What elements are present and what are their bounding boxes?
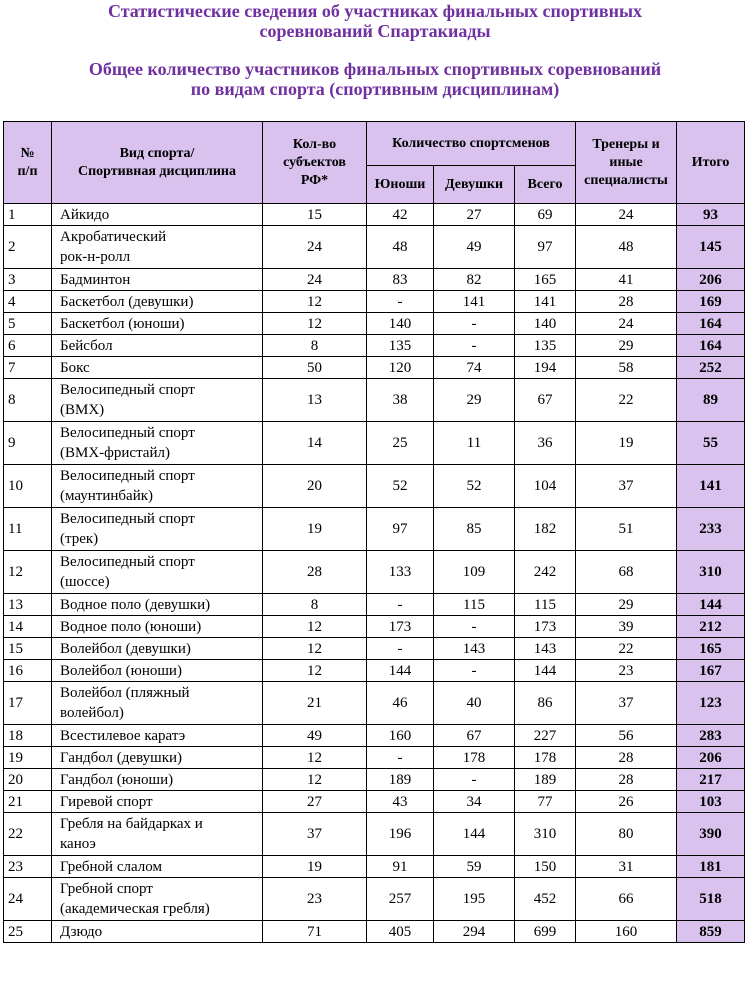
row-num: 13: [4, 594, 52, 616]
row-coaches: 22: [576, 379, 677, 422]
row-sport: [52, 379, 263, 422]
row-coaches: 48: [576, 226, 677, 269]
row-coaches: 28: [576, 291, 677, 313]
row-num: 19: [4, 747, 52, 769]
table-row: [4, 638, 745, 660]
row-subjects: 13: [263, 379, 367, 422]
page-title-line: Статистические сведения об участниках финальных спортивных: [107, 1, 643, 21]
row-boys: 42: [367, 204, 434, 226]
table-row: [4, 725, 745, 747]
row-girls: 59: [434, 856, 515, 878]
row-total: 206: [677, 747, 745, 769]
row-total: 859: [677, 921, 745, 943]
participants-table: [3, 121, 745, 943]
row-num: 22: [4, 813, 52, 856]
row-total: 145: [677, 226, 745, 269]
row-coaches: 29: [576, 335, 677, 357]
row-sport-line: Велосипедный спорт: [60, 425, 195, 441]
row-girls: -: [434, 769, 515, 791]
row-girls: -: [434, 335, 515, 357]
row-sport-line: Всестилевое каратэ: [60, 727, 186, 744]
row-subjects: 21: [263, 682, 367, 725]
row-num: 3: [4, 269, 52, 291]
table-row: [4, 422, 745, 465]
row-coaches: 24: [576, 313, 677, 335]
row-total: 518: [677, 878, 745, 921]
row-total: 217: [677, 769, 745, 791]
row-all: 194: [515, 357, 576, 379]
row-sport-line: Волейбол (юноши): [60, 662, 182, 679]
row-sport-line: волейбол): [60, 705, 124, 721]
row-sport: [52, 226, 263, 269]
row-sport-line: Водное поло (юноши): [60, 618, 202, 635]
row-all: 189: [515, 769, 576, 791]
row-subjects: 27: [263, 791, 367, 813]
row-sport: [52, 813, 263, 856]
header-num-line: п/п: [17, 163, 38, 179]
row-all: 178: [515, 747, 576, 769]
row-boys: 135: [367, 335, 434, 357]
page-subtitle: [0, 59, 750, 99]
table-row: [4, 921, 745, 943]
row-num: 20: [4, 769, 52, 791]
row-sport-line: рок-н-ролл: [60, 249, 131, 265]
row-girls: 143: [434, 638, 515, 660]
row-subjects: 8: [263, 335, 367, 357]
row-subjects: 24: [263, 269, 367, 291]
row-sport: [52, 856, 263, 878]
row-sport: [52, 769, 263, 791]
table-row: [4, 813, 745, 856]
header-coaches: [576, 122, 677, 204]
row-all: 144: [515, 660, 576, 682]
row-sport-line: Бейсбол: [60, 337, 113, 354]
row-total: 103: [677, 791, 745, 813]
row-boys: -: [367, 291, 434, 313]
row-total: 169: [677, 291, 745, 313]
row-girls: 40: [434, 682, 515, 725]
row-coaches: 29: [576, 594, 677, 616]
header-girls: Девушки: [434, 166, 515, 204]
row-coaches: 23: [576, 660, 677, 682]
table-row: [4, 551, 745, 594]
row-all: 104: [515, 465, 576, 508]
row-sport-line: (маунтинбайк): [60, 488, 154, 504]
row-num: 16: [4, 660, 52, 682]
row-num: 24: [4, 878, 52, 921]
row-girls: 74: [434, 357, 515, 379]
row-subjects: 71: [263, 921, 367, 943]
row-num: 10: [4, 465, 52, 508]
row-subjects: 12: [263, 638, 367, 660]
row-all: 150: [515, 856, 576, 878]
row-sport: [52, 878, 263, 921]
row-boys: 38: [367, 379, 434, 422]
row-total: 89: [677, 379, 745, 422]
row-all: 310: [515, 813, 576, 856]
row-sport: [52, 594, 263, 616]
row-coaches: 26: [576, 791, 677, 813]
row-subjects: 14: [263, 422, 367, 465]
row-total: 164: [677, 313, 745, 335]
row-sport: [52, 508, 263, 551]
row-girls: 144: [434, 813, 515, 856]
row-all: 36: [515, 422, 576, 465]
header-num-line: №: [20, 145, 35, 161]
header-sport-line: Спортивная дисциплина: [78, 163, 236, 179]
row-sport-line: Волейбол (девушки): [60, 640, 191, 657]
row-girls: 115: [434, 594, 515, 616]
row-total: 283: [677, 725, 745, 747]
row-sport: [52, 660, 263, 682]
row-girls: 178: [434, 747, 515, 769]
row-all: 165: [515, 269, 576, 291]
row-sport: [52, 422, 263, 465]
page-title: [0, 1, 750, 41]
row-boys: 25: [367, 422, 434, 465]
row-sport: [52, 269, 263, 291]
row-boys: 405: [367, 921, 434, 943]
row-all: 143: [515, 638, 576, 660]
row-coaches: 41: [576, 269, 677, 291]
row-subjects: 37: [263, 813, 367, 856]
row-sport-line: Гребля на байдарках и: [60, 816, 203, 832]
header-sport-line: Вид спорта/: [119, 145, 195, 161]
row-coaches: 28: [576, 747, 677, 769]
row-sport-line: Гиревой спорт: [60, 793, 153, 810]
row-sport-line: Велосипедный спорт: [60, 382, 195, 398]
row-girls: -: [434, 660, 515, 682]
row-num: 1: [4, 204, 52, 226]
row-sport-line: Гребной слалом: [60, 858, 162, 875]
table-row: [4, 357, 745, 379]
row-coaches: 66: [576, 878, 677, 921]
table-row: [4, 791, 745, 813]
table-row: [4, 379, 745, 422]
row-boys: 83: [367, 269, 434, 291]
row-total: 167: [677, 660, 745, 682]
row-coaches: 39: [576, 616, 677, 638]
row-subjects: 12: [263, 313, 367, 335]
row-sport-line: Айкидо: [60, 206, 110, 223]
row-sport: [52, 791, 263, 813]
row-coaches: 24: [576, 204, 677, 226]
row-all: 173: [515, 616, 576, 638]
row-subjects: 28: [263, 551, 367, 594]
row-subjects: 19: [263, 856, 367, 878]
row-coaches: 51: [576, 508, 677, 551]
row-girls: 67: [434, 725, 515, 747]
row-num: 21: [4, 791, 52, 813]
row-boys: 91: [367, 856, 434, 878]
row-all: 452: [515, 878, 576, 921]
row-num: 2: [4, 226, 52, 269]
row-girls: 195: [434, 878, 515, 921]
page-subtitle-line: по видам спорта (спортивным дисциплинам): [190, 79, 560, 99]
row-girls: 141: [434, 291, 515, 313]
row-sport-line: Гандбол (девушки): [60, 749, 182, 766]
row-sport: [52, 921, 263, 943]
row-coaches: 31: [576, 856, 677, 878]
row-num: 15: [4, 638, 52, 660]
row-subjects: 8: [263, 594, 367, 616]
row-sport-line: Бокс: [60, 359, 90, 376]
row-num: 9: [4, 422, 52, 465]
row-num: 17: [4, 682, 52, 725]
page-title-line: соревнований Спартакиады: [259, 21, 491, 41]
row-coaches: 56: [576, 725, 677, 747]
row-sport-line: Дзюдо: [60, 923, 103, 940]
row-coaches: 68: [576, 551, 677, 594]
row-total: 164: [677, 335, 745, 357]
row-coaches: 28: [576, 769, 677, 791]
row-sport: [52, 725, 263, 747]
row-sport-line: Велосипедный спорт: [60, 511, 195, 527]
row-total: 252: [677, 357, 745, 379]
row-subjects: 12: [263, 769, 367, 791]
row-coaches: 160: [576, 921, 677, 943]
row-coaches: 37: [576, 465, 677, 508]
row-girls: -: [434, 616, 515, 638]
table-row: [4, 616, 745, 638]
row-girls: 29: [434, 379, 515, 422]
row-girls: 85: [434, 508, 515, 551]
row-boys: 46: [367, 682, 434, 725]
row-all: 242: [515, 551, 576, 594]
row-total: 233: [677, 508, 745, 551]
row-sport: [52, 204, 263, 226]
row-sport-line: (BMX): [60, 402, 105, 418]
row-boys: 97: [367, 508, 434, 551]
row-girls: 34: [434, 791, 515, 813]
row-subjects: 19: [263, 508, 367, 551]
header-num: [4, 122, 52, 204]
row-sport-line: Баскетбол (девушки): [60, 293, 194, 310]
row-coaches: 80: [576, 813, 677, 856]
row-subjects: 23: [263, 878, 367, 921]
row-sport: [52, 291, 263, 313]
row-num: 8: [4, 379, 52, 422]
row-all: 67: [515, 379, 576, 422]
row-total: 165: [677, 638, 745, 660]
row-girls: 27: [434, 204, 515, 226]
row-all: 115: [515, 594, 576, 616]
header-subjects-line: РФ*: [300, 172, 329, 188]
row-num: 5: [4, 313, 52, 335]
row-girls: 294: [434, 921, 515, 943]
row-boys: 48: [367, 226, 434, 269]
row-boys: 160: [367, 725, 434, 747]
header-boys: Юноши: [367, 166, 434, 204]
row-boys: 140: [367, 313, 434, 335]
row-sport: [52, 335, 263, 357]
header-subjects-line: Кол-во: [292, 136, 337, 152]
row-all: 77: [515, 791, 576, 813]
row-num: 4: [4, 291, 52, 313]
row-num: 12: [4, 551, 52, 594]
row-boys: 133: [367, 551, 434, 594]
row-sport-line: (трек): [60, 531, 99, 547]
row-boys: 120: [367, 357, 434, 379]
table-row: [4, 856, 745, 878]
header-sport: [52, 122, 263, 204]
header-coaches-line: Тренеры и: [592, 136, 660, 152]
row-boys: 43: [367, 791, 434, 813]
table-row: [4, 682, 745, 725]
row-boys: -: [367, 747, 434, 769]
row-all: 86: [515, 682, 576, 725]
row-sport: [52, 616, 263, 638]
table-row: [4, 747, 745, 769]
table-row: [4, 878, 745, 921]
row-num: 6: [4, 335, 52, 357]
row-boys: 173: [367, 616, 434, 638]
row-subjects: 12: [263, 616, 367, 638]
row-boys: -: [367, 638, 434, 660]
row-girls: 52: [434, 465, 515, 508]
row-all: 135: [515, 335, 576, 357]
row-girls: 11: [434, 422, 515, 465]
row-total: 310: [677, 551, 745, 594]
header-athletes: Количество спортсменов: [367, 122, 576, 166]
row-total: 141: [677, 465, 745, 508]
row-subjects: 12: [263, 660, 367, 682]
row-boys: 189: [367, 769, 434, 791]
row-subjects: 12: [263, 747, 367, 769]
header-subjects: [263, 122, 367, 204]
row-coaches: 22: [576, 638, 677, 660]
row-sport: [52, 313, 263, 335]
table-row: [4, 313, 745, 335]
row-num: 25: [4, 921, 52, 943]
row-subjects: 50: [263, 357, 367, 379]
row-sport-line: (академическая гребля): [60, 901, 210, 917]
row-subjects: 24: [263, 226, 367, 269]
row-boys: 52: [367, 465, 434, 508]
row-sport-line: (шоссе): [60, 574, 110, 590]
table-row: [4, 465, 745, 508]
table-body: [4, 204, 745, 943]
row-girls: 109: [434, 551, 515, 594]
header-all: Всего: [515, 166, 576, 204]
header-coaches-line: специалисты: [584, 172, 668, 188]
row-num: 7: [4, 357, 52, 379]
row-girls: 49: [434, 226, 515, 269]
row-sport: [52, 551, 263, 594]
header-coaches-line: иные: [609, 154, 643, 170]
table-row: [4, 269, 745, 291]
row-sport-line: Водное поло (девушки): [60, 596, 211, 613]
row-total: 212: [677, 616, 745, 638]
table-row: [4, 660, 745, 682]
row-total: 93: [677, 204, 745, 226]
row-boys: 144: [367, 660, 434, 682]
row-girls: -: [434, 313, 515, 335]
row-coaches: 37: [576, 682, 677, 725]
row-boys: -: [367, 594, 434, 616]
table-row: [4, 226, 745, 269]
row-sport: [52, 682, 263, 725]
row-all: 69: [515, 204, 576, 226]
row-num: 23: [4, 856, 52, 878]
row-total: 206: [677, 269, 745, 291]
row-boys: 257: [367, 878, 434, 921]
row-sport-line: каноэ: [60, 836, 96, 852]
row-sport-line: Бадминтон: [60, 271, 131, 288]
row-total: 390: [677, 813, 745, 856]
row-num: 14: [4, 616, 52, 638]
header-subjects-line: субъектов: [283, 154, 346, 170]
row-total: 144: [677, 594, 745, 616]
row-sport-line: Велосипедный спорт: [60, 554, 195, 570]
row-sport-line: Гандбол (юноши): [60, 771, 174, 788]
row-subjects: 49: [263, 725, 367, 747]
page-subtitle-line: Общее количество участников финальных спортивных соревнований: [88, 59, 662, 79]
row-sport-line: Волейбол (пляжный: [60, 685, 190, 701]
row-coaches: 19: [576, 422, 677, 465]
row-sport-line: (BMX-фристайл): [60, 445, 170, 461]
row-sport-line: Баскетбол (юноши): [60, 315, 185, 332]
table-row: [4, 508, 745, 551]
row-coaches: 58: [576, 357, 677, 379]
row-all: 182: [515, 508, 576, 551]
row-subjects: 20: [263, 465, 367, 508]
row-all: 699: [515, 921, 576, 943]
row-all: 141: [515, 291, 576, 313]
row-subjects: 15: [263, 204, 367, 226]
row-total: 181: [677, 856, 745, 878]
row-all: 97: [515, 226, 576, 269]
row-subjects: 12: [263, 291, 367, 313]
row-total: 123: [677, 682, 745, 725]
row-num: 18: [4, 725, 52, 747]
row-sport: [52, 747, 263, 769]
row-sport-line: Акробатический: [60, 229, 167, 245]
row-num: 11: [4, 508, 52, 551]
row-total: 55: [677, 422, 745, 465]
table-row: [4, 769, 745, 791]
table-row: [4, 335, 745, 357]
row-sport: [52, 357, 263, 379]
row-girls: 82: [434, 269, 515, 291]
table-row: [4, 291, 745, 313]
row-sport-line: Велосипедный спорт: [60, 468, 195, 484]
row-all: 140: [515, 313, 576, 335]
row-sport: [52, 638, 263, 660]
table-row: [4, 594, 745, 616]
table-row: [4, 204, 745, 226]
row-sport-line: Гребной спорт: [60, 881, 153, 897]
row-boys: 196: [367, 813, 434, 856]
header-total: Итого: [677, 122, 745, 204]
row-all: 227: [515, 725, 576, 747]
row-sport: [52, 465, 263, 508]
